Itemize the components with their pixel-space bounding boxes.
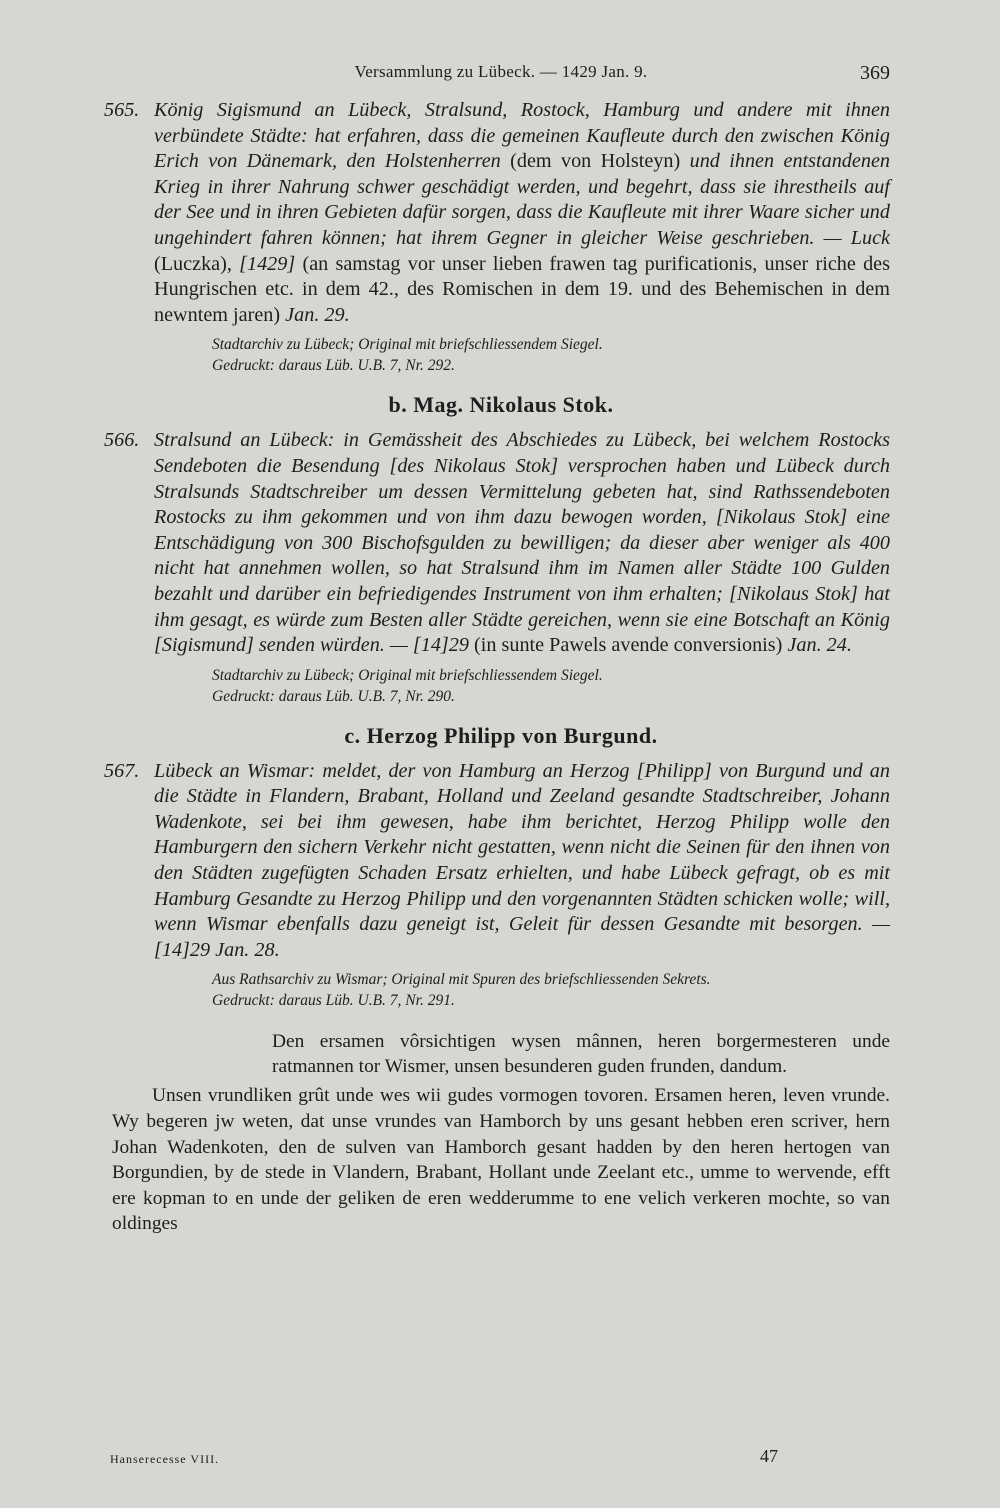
sheet-number: 47	[760, 1446, 778, 1466]
letter-address: Den ersamen vôrsichtigen wysen mânnen, heren borgermesteren unde ratmannen tor Wismer, unsen besunderen guden frunden, dandum.	[272, 1031, 890, 1078]
source-archive: Aus Rathsarchiv zu Wismar; Original mit Spuren des briefschliessenden Sekrets.	[212, 971, 711, 989]
signature-mark: Hanserecesse VIII.	[110, 1452, 220, 1466]
entry-565	[104, 98, 890, 328]
entry-date: Jan. 24.	[782, 634, 852, 657]
entry-date-bracket: [1429]	[231, 252, 303, 275]
entry-date: Jan. 29.	[280, 303, 350, 326]
entry-566	[104, 428, 890, 658]
source-note	[112, 665, 890, 707]
entry-quote: (in sunte Pawels avende conversionis)	[474, 634, 783, 657]
source-printed: Gedruckt: daraus Lüb. U.B. 7, Nr. 292.	[212, 357, 455, 375]
section-heading-c: c. Herzog Philipp von Burgund.	[344, 722, 658, 748]
source-printed: Gedruckt: daraus Lüb. U.B. 7, Nr. 290.	[212, 687, 455, 705]
entry-summary: Stralsund an Lübeck: in Gemässheit des Abschiedes zu Lübeck, bei welchem Rostocks Sendeboten die Besendung [des Nikolaus Stok] versprochen haben und Lübeck durch Stralsunds Stadtschreiber um dessen Vermittelung gebeten hat, sind Rathssendeboten Rostocks zu ihm gekommen und von ihm dazu bewogen worden, [Nikolaus Stok] eine Entschädigung von 300 Bischofsgulden zu bewilligen; da dieser aber weniger als 400 nicht hat annehmen wollen, so hat Stralsund ihm im Namen aller Städte 100 Gulden bezahlt und darüber ein befriedigendes Instrument von ihm erhalten; [Nikolaus Stok] hat ihm gesagt, es würde zum Besten aller Städte gereichen, wenn sie eine Botschaft an König [Sigismund] senden würden. — [14]29	[154, 429, 890, 657]
entry-567	[104, 759, 890, 964]
entry-number: 567.	[104, 759, 140, 782]
source-archive: Stadtarchiv zu Lübeck; Original mit briefschliessendem Siegel.	[212, 336, 603, 354]
letter-body: Unsen vrundliken grût unde wes wii gudes vormogen tovoren. Ersamen heren, leven vrunde. Wy begeren jw weten, dat unse vrundes van Hamborch by uns gesant hebben eren scriver, hern Johan Wadenkoten, den de sulven van Hamborch gesant hadden by den heren hertogen van Borgundien, by de stede in Vlandern, Brabant, Hollant unde Zeelant etc., umme to wervende, efft ere kopman to en unde der geliken de eren wedderumme to ene velich verkeren mochte, so van oldinges	[112, 1085, 890, 1235]
page-header	[112, 56, 890, 90]
entry-quote: (Luczka),	[154, 252, 232, 275]
entry-number: 566.	[104, 429, 140, 452]
page-footer	[110, 1446, 778, 1472]
source-archive: Stadtarchiv zu Lübeck; Original mit briefschliessendem Siegel.	[212, 666, 603, 684]
source-note	[112, 969, 890, 1011]
entry-quote: (an samstag vor unser lieben frawen tag purificationis, unser riche des Hungrischen etc. in dem 42., des Romischen in dem 19. und des Behemischen in dem newntem jaren)	[154, 252, 890, 326]
entry-summary: Lübeck an Wismar: meldet, der von Hamburg an Herzog [Philipp] von Burgund und an die Städte in Flandern, Brabant, Holland und Zeeland gesandte Stadtschreiber, Johann Wadenkote, sei bei ihm gewesen, habe ihm berichtet, Herzog Philipp wolle den Hamburgern den sichern Verkehr nicht gestatten, wenn nicht die Seinen für den ihnen von den Städten zugefügten Schaden Ersatz erhielten, und habe Lübeck gefragt, ob es mit Hamburg Gesandte zu Herzog Philipp und den vorgenannten Städten schicken wolle; will, wenn Wismar ebenfalls dazu geneigt ist, Geleit für dessen Gesandte mit besorgen. — [14]29 Jan. 28.	[154, 759, 890, 961]
source-printed: Gedruckt: daraus Lüb. U.B. 7, Nr. 291.	[212, 992, 455, 1010]
entry-summary: König Sigismund an Lübeck, Stralsund, Rostock, Hamburg und andere mit ihnen verbündete Städte: hat erfahren, dass die gemeinen Kaufleute durch den zwischen König Erich von Dänemark, den Holstenherren	[154, 99, 890, 173]
entry-number: 565.	[104, 99, 140, 121]
entry-quote: (dem von Holsteyn)	[510, 150, 681, 173]
entry-summary: und ihnen entstandenen Krieg in ihrer Nahrung schwer geschädigt werden, und begehrt, dass sie ihrestheils auf der See und in ihren Gebieten dafür sorgen, dass die Kaufleute mit ihrer Waare sicher und ungehindert fahren können; hat ihrem Gegner in gleicher Weise geschrieben. — Luck	[154, 150, 890, 249]
running-head: Versammlung zu Lübeck. — 1429 Jan. 9.	[354, 62, 648, 81]
section-heading-b: b. Mag. Nikolaus Stok.	[388, 392, 614, 418]
page-number: 369	[860, 62, 890, 84]
source-note	[112, 334, 890, 376]
